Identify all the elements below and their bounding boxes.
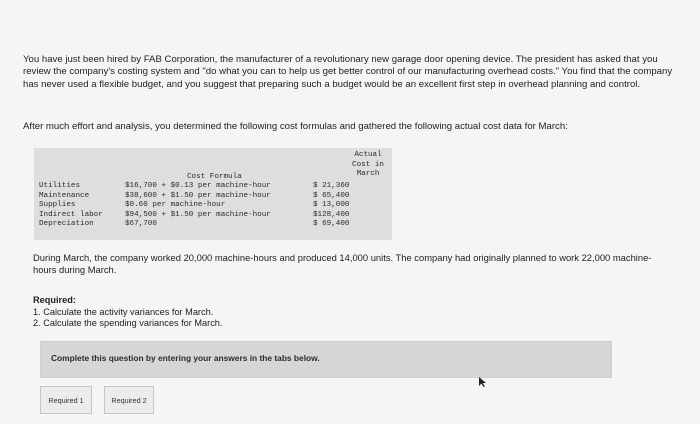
header-actual-line-2: Cost in <box>352 160 384 169</box>
row-formula: $38,600 + $1.50 per machine-hour <box>125 191 271 200</box>
instruction-banner <box>40 341 612 378</box>
row-actual: $128,400 <box>313 210 350 219</box>
tab-required-1[interactable]: Required 1 <box>40 386 92 414</box>
table-rows <box>39 182 373 230</box>
row-formula: $16,700 + $0.13 per machine-hour <box>125 182 271 190</box>
row-item: Utilities <box>39 182 81 190</box>
required-section <box>33 295 222 330</box>
table-row <box>39 192 373 202</box>
header-actual-line-3: March <box>356 170 380 179</box>
row-actual: $ 13,000 <box>313 201 350 210</box>
table-row <box>39 220 373 230</box>
header-cost-formula: Cost Formula <box>187 173 242 181</box>
row-item: Supplies <box>39 201 76 210</box>
mouse-cursor-icon <box>479 377 487 387</box>
lead-paragraph: After much effort and analysis, you determined the following cost formulas and gathered the following actual cost data for March: <box>23 121 568 132</box>
row-actual: $ 65,400 <box>313 191 350 200</box>
instruction-text: Complete this question by entering your answers in the tabs below. <box>51 353 320 363</box>
period-paragraph: During March, the company worked 20,000 machine-hours and produced 14,000 units. The company had originally planned to work 22,000 machine-hours during March. <box>33 252 652 275</box>
intro-paragraph: You have just been hired by FAB Corporation, the manufacturer of a revolutionary new garage door opening device. The president has asked that you review the company's costing system and "do what you can to help us get better control of our manufacturing overhead costs." You find that the company has never used a flexible budget, and you suggest that preparing such a budget would be an excellent first step in overhead planning and control. <box>23 54 673 90</box>
required-item-2: 2. Calculate the spending variances for March. <box>33 318 223 329</box>
required-item-1: 1. Calculate the activity variances for March. <box>33 306 214 317</box>
required-title: Required: <box>33 295 76 305</box>
row-formula: $67,700 <box>125 220 157 229</box>
row-item: Maintenance <box>39 191 90 200</box>
table-row <box>39 182 373 192</box>
row-formula: $0.60 per machine-hour <box>125 201 226 210</box>
tab-required-2[interactable]: Required 2 <box>104 386 154 414</box>
header-actual-line-1: Actual <box>354 151 382 159</box>
cost-formula-table <box>34 148 392 240</box>
row-formula: $94,500 + $1.50 per machine-hour <box>125 210 271 219</box>
row-actual: $ 69,400 <box>313 220 350 229</box>
row-actual: $ 21,360 <box>313 182 350 190</box>
row-item: Indirect labor <box>39 210 103 219</box>
table-row <box>39 211 373 221</box>
table-row <box>39 201 373 211</box>
header-actual-cost <box>346 151 390 180</box>
answer-tabs <box>40 386 154 414</box>
row-item: Depreciation <box>39 220 94 229</box>
